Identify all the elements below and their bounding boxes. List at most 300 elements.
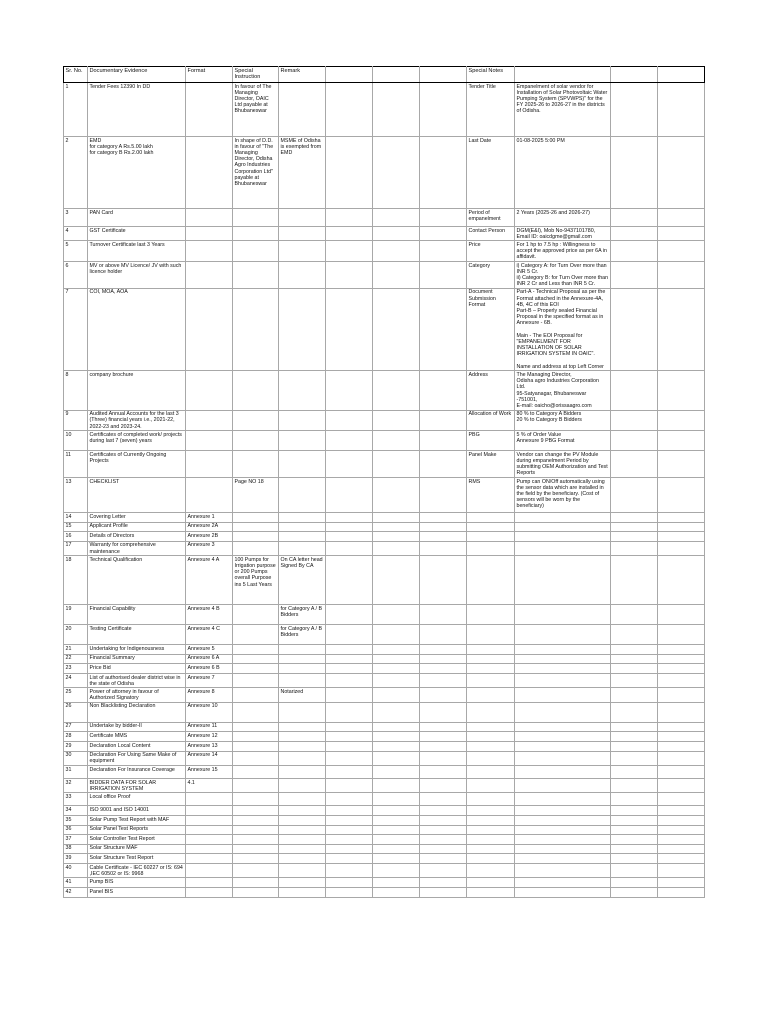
cell-blank[interactable] — [373, 806, 420, 816]
cell-remark[interactable] — [279, 835, 326, 845]
cell-special-instruction[interactable]: Page NO 18 — [233, 478, 279, 513]
cell-blank[interactable] — [420, 262, 467, 289]
cell-blank[interactable] — [611, 742, 658, 752]
cell-blank[interactable] — [658, 654, 705, 664]
cell-documentary-evidence[interactable]: Certificate MMS — [88, 732, 186, 742]
cell-format[interactable] — [186, 835, 233, 845]
cell-blank[interactable] — [611, 645, 658, 655]
cell-blank[interactable] — [611, 816, 658, 826]
cell-sr-no[interactable]: 7 — [64, 288, 88, 371]
cell-blank[interactable] — [373, 513, 420, 523]
cell-blank[interactable] — [373, 751, 420, 765]
cell-blank[interactable] — [611, 288, 658, 371]
cell-note-label[interactable]: Contact Person — [467, 227, 515, 241]
cell-note-label[interactable] — [467, 878, 515, 888]
cell-note-value[interactable] — [515, 825, 611, 835]
cell-note-label[interactable] — [467, 541, 515, 555]
cell-special-instruction[interactable] — [233, 522, 279, 532]
cell-remark[interactable] — [279, 241, 326, 262]
cell-blank[interactable] — [611, 779, 658, 793]
cell-note-value[interactable] — [515, 702, 611, 722]
cell-special-instruction[interactable] — [233, 688, 279, 702]
cell-sr-no[interactable]: 3 — [64, 209, 88, 227]
cell-blank[interactable] — [658, 793, 705, 806]
cell-blank[interactable] — [326, 664, 373, 674]
header-cell-blank[interactable] — [373, 67, 420, 83]
cell-sr-no[interactable]: 27 — [64, 722, 88, 732]
cell-remark[interactable] — [279, 451, 326, 478]
cell-note-label[interactable] — [467, 888, 515, 898]
cell-special-instruction[interactable] — [233, 431, 279, 451]
cell-special-instruction[interactable] — [233, 674, 279, 688]
cell-blank[interactable] — [658, 878, 705, 888]
cell-documentary-evidence[interactable]: Certificates of completed work/ projects during last 7 (seven) years — [88, 431, 186, 451]
cell-note-label[interactable] — [467, 605, 515, 625]
cell-blank[interactable] — [658, 732, 705, 742]
cell-blank[interactable] — [611, 688, 658, 702]
cell-note-label[interactable] — [467, 532, 515, 542]
cell-remark[interactable] — [279, 645, 326, 655]
cell-format[interactable]: Annexure 1 — [186, 513, 233, 523]
cell-blank[interactable] — [373, 605, 420, 625]
cell-sr-no[interactable]: 21 — [64, 645, 88, 655]
cell-format[interactable] — [186, 888, 233, 898]
cell-blank[interactable] — [326, 241, 373, 262]
cell-blank[interactable] — [373, 766, 420, 779]
cell-blank[interactable] — [420, 888, 467, 898]
cell-blank[interactable] — [420, 878, 467, 888]
cell-note-label[interactable] — [467, 654, 515, 664]
cell-blank[interactable] — [658, 674, 705, 688]
cell-blank[interactable] — [420, 137, 467, 209]
cell-blank[interactable] — [611, 556, 658, 605]
cell-format[interactable]: Annexure 8 — [186, 688, 233, 702]
cell-blank[interactable] — [658, 688, 705, 702]
cell-sr-no[interactable]: 31 — [64, 766, 88, 779]
cell-blank[interactable] — [373, 844, 420, 854]
cell-blank[interactable] — [326, 722, 373, 732]
cell-blank[interactable] — [373, 654, 420, 664]
cell-format[interactable] — [186, 371, 233, 410]
cell-note-value[interactable] — [515, 844, 611, 854]
cell-special-instruction[interactable] — [233, 864, 279, 878]
cell-special-instruction[interactable] — [233, 732, 279, 742]
cell-documentary-evidence[interactable]: GST Certificate — [88, 227, 186, 241]
cell-blank[interactable] — [373, 645, 420, 655]
cell-blank[interactable] — [658, 209, 705, 227]
cell-special-instruction[interactable]: In shape of D.D. in favour of "The Managing Director, Odisha Agro Industries Corporation Ltd" payable at Bhubaneswar — [233, 137, 279, 209]
cell-sr-no[interactable]: 36 — [64, 825, 88, 835]
cell-remark[interactable] — [279, 806, 326, 816]
cell-blank[interactable] — [420, 645, 467, 655]
cell-note-label[interactable] — [467, 645, 515, 655]
cell-special-instruction[interactable] — [233, 664, 279, 674]
cell-blank[interactable] — [658, 766, 705, 779]
cell-remark[interactable]: MSME of Odisha is exempted from EMD — [279, 137, 326, 209]
cell-blank[interactable] — [658, 532, 705, 542]
header-cell-note-value[interactable] — [515, 67, 611, 83]
header-cell-format[interactable]: Format — [186, 67, 233, 83]
cell-sr-no[interactable]: 18 — [64, 556, 88, 605]
cell-note-value[interactable] — [515, 835, 611, 845]
cell-note-label[interactable] — [467, 625, 515, 645]
cell-blank[interactable] — [326, 645, 373, 655]
cell-format[interactable]: Annexure 4 A — [186, 556, 233, 605]
cell-note-label[interactable] — [467, 688, 515, 702]
cell-format[interactable]: Annexure 4 B — [186, 605, 233, 625]
cell-blank[interactable] — [611, 664, 658, 674]
cell-blank[interactable] — [326, 702, 373, 722]
cell-blank[interactable] — [420, 522, 467, 532]
cell-remark[interactable] — [279, 779, 326, 793]
cell-sr-no[interactable]: 10 — [64, 431, 88, 451]
cell-blank[interactable] — [373, 227, 420, 241]
cell-note-value[interactable] — [515, 522, 611, 532]
cell-blank[interactable] — [420, 451, 467, 478]
cell-blank[interactable] — [611, 878, 658, 888]
cell-blank[interactable] — [373, 241, 420, 262]
cell-blank[interactable] — [611, 241, 658, 262]
cell-blank[interactable] — [658, 844, 705, 854]
cell-blank[interactable] — [373, 854, 420, 864]
cell-note-value[interactable] — [515, 816, 611, 826]
cell-note-label[interactable]: Period of empanelment — [467, 209, 515, 227]
cell-remark[interactable] — [279, 816, 326, 826]
cell-blank[interactable] — [420, 371, 467, 410]
cell-blank[interactable] — [611, 854, 658, 864]
cell-sr-no[interactable]: 20 — [64, 625, 88, 645]
cell-format[interactable] — [186, 451, 233, 478]
cell-format[interactable]: Annexure 11 — [186, 722, 233, 732]
cell-note-label[interactable] — [467, 806, 515, 816]
cell-blank[interactable] — [420, 722, 467, 732]
cell-documentary-evidence[interactable]: List of authorised dealer district wise in the state of Odisha — [88, 674, 186, 688]
cell-remark[interactable] — [279, 654, 326, 664]
cell-sr-no[interactable]: 6 — [64, 262, 88, 289]
cell-special-instruction[interactable] — [233, 825, 279, 835]
cell-note-label[interactable] — [467, 793, 515, 806]
cell-blank[interactable] — [373, 664, 420, 674]
cell-blank[interactable] — [611, 751, 658, 765]
cell-blank[interactable] — [658, 664, 705, 674]
cell-blank[interactable] — [611, 532, 658, 542]
cell-sr-no[interactable]: 35 — [64, 816, 88, 826]
cell-sr-no[interactable]: 22 — [64, 654, 88, 664]
cell-documentary-evidence[interactable]: Financial Capability — [88, 605, 186, 625]
cell-remark[interactable] — [279, 532, 326, 542]
cell-documentary-evidence[interactable]: Solar Structure Test Report — [88, 854, 186, 864]
cell-blank[interactable] — [611, 513, 658, 523]
cell-blank[interactable] — [373, 556, 420, 605]
cell-documentary-evidence[interactable]: Non Blacklisting Declaration — [88, 702, 186, 722]
cell-note-value[interactable]: Part-A - Technical Proposal as per the Format attached in the Annexure-4A, 4B, 4C of this EOI Part-B – Properly sealed Financial Proposal in the specified format as in Annexure - 6B. Main - The EOI Proposal for "EMPANELMENT FOR INSTALLATION OF SOLAR IRRIGATION SYSTEM IN OAIC". Name and address at top Left Corner — [515, 288, 611, 371]
cell-blank[interactable] — [373, 779, 420, 793]
cell-special-instruction[interactable] — [233, 793, 279, 806]
header-cell-special-instruction[interactable]: Special Instruction — [233, 67, 279, 83]
cell-blank[interactable] — [658, 431, 705, 451]
cell-blank[interactable] — [611, 793, 658, 806]
cell-blank[interactable] — [658, 779, 705, 793]
cell-blank[interactable] — [326, 431, 373, 451]
cell-special-instruction[interactable] — [233, 835, 279, 845]
cell-blank[interactable] — [373, 835, 420, 845]
cell-format[interactable]: 4.1 — [186, 779, 233, 793]
cell-note-value[interactable] — [515, 605, 611, 625]
cell-blank[interactable] — [373, 137, 420, 209]
cell-format[interactable]: Annexure 14 — [186, 751, 233, 765]
cell-blank[interactable] — [658, 227, 705, 241]
cell-sr-no[interactable]: 8 — [64, 371, 88, 410]
cell-sr-no[interactable]: 1 — [64, 83, 88, 137]
cell-note-label[interactable] — [467, 825, 515, 835]
cell-remark[interactable] — [279, 513, 326, 523]
cell-special-instruction[interactable] — [233, 742, 279, 752]
cell-note-value[interactable] — [515, 854, 611, 864]
cell-documentary-evidence[interactable]: Local office Proof — [88, 793, 186, 806]
cell-format[interactable]: Annexure 10 — [186, 702, 233, 722]
cell-sr-no[interactable]: 42 — [64, 888, 88, 898]
cell-note-value[interactable] — [515, 878, 611, 888]
cell-blank[interactable] — [326, 522, 373, 532]
cell-remark[interactable] — [279, 83, 326, 137]
cell-blank[interactable] — [420, 605, 467, 625]
cell-special-instruction[interactable] — [233, 625, 279, 645]
cell-blank[interactable] — [326, 878, 373, 888]
cell-documentary-evidence[interactable]: Declaration Local Content — [88, 742, 186, 752]
cell-note-value[interactable] — [515, 654, 611, 664]
cell-note-value[interactable]: For 1 hp to 7.5 hp : Willingness to accept the approved price as per 6A in affidavit. — [515, 241, 611, 262]
cell-blank[interactable] — [658, 83, 705, 137]
cell-remark[interactable] — [279, 674, 326, 688]
cell-blank[interactable] — [326, 825, 373, 835]
cell-blank[interactable] — [611, 410, 658, 431]
header-cell-sr-no[interactable]: Sr. No. — [64, 67, 88, 83]
cell-special-instruction[interactable] — [233, 532, 279, 542]
cell-sr-no[interactable]: 5 — [64, 241, 88, 262]
cell-remark[interactable] — [279, 288, 326, 371]
header-cell-documentary-evidence[interactable]: Documentary Evidence — [88, 67, 186, 83]
cell-blank[interactable] — [658, 742, 705, 752]
cell-special-instruction[interactable] — [233, 410, 279, 431]
cell-blank[interactable] — [326, 732, 373, 742]
cell-special-instruction[interactable] — [233, 779, 279, 793]
cell-format[interactable] — [186, 478, 233, 513]
cell-format[interactable] — [186, 209, 233, 227]
cell-format[interactable] — [186, 83, 233, 137]
cell-blank[interactable] — [326, 227, 373, 241]
cell-documentary-evidence[interactable]: Power of attorney in favour of Authorized Signatory — [88, 688, 186, 702]
cell-note-label[interactable]: PBG — [467, 431, 515, 451]
cell-remark[interactable] — [279, 227, 326, 241]
cell-format[interactable]: Annexure 5 — [186, 645, 233, 655]
cell-remark[interactable] — [279, 722, 326, 732]
cell-remark[interactable] — [279, 864, 326, 878]
cell-blank[interactable] — [420, 806, 467, 816]
cell-note-value[interactable]: Empanelment of solar vendor for Installation of Solar Photovoltaic Water Pumping System (SPVWPS)" for the FY 2025-26 to 2026-27 in the districts of Odisha. — [515, 83, 611, 137]
cell-special-instruction[interactable] — [233, 878, 279, 888]
cell-note-value[interactable]: 80 % to Category A Bidders 20 % to Category B Bidders — [515, 410, 611, 431]
cell-note-value[interactable] — [515, 779, 611, 793]
cell-blank[interactable] — [326, 556, 373, 605]
cell-remark[interactable] — [279, 478, 326, 513]
cell-format[interactable]: Annexure 4 C — [186, 625, 233, 645]
cell-note-label[interactable] — [467, 702, 515, 722]
cell-note-label[interactable]: Allocation of Work — [467, 410, 515, 431]
cell-blank[interactable] — [658, 864, 705, 878]
cell-blank[interactable] — [658, 556, 705, 605]
cell-note-value[interactable]: Pump can ON/Off automatically using the sensor data which are installed in the field by the beneficiary. (Cost of sensors will be worn by the beneficiary) — [515, 478, 611, 513]
cell-note-label[interactable]: RMS — [467, 478, 515, 513]
cell-special-instruction[interactable] — [233, 654, 279, 664]
cell-special-instruction[interactable] — [233, 844, 279, 854]
cell-format[interactable] — [186, 806, 233, 816]
cell-remark[interactable] — [279, 664, 326, 674]
cell-sr-no[interactable]: 25 — [64, 688, 88, 702]
cell-note-value[interactable] — [515, 556, 611, 605]
cell-blank[interactable] — [420, 625, 467, 645]
cell-blank[interactable] — [611, 844, 658, 854]
cell-documentary-evidence[interactable]: CHECKLIST — [88, 478, 186, 513]
cell-note-value[interactable] — [515, 532, 611, 542]
cell-special-instruction[interactable] — [233, 702, 279, 722]
cell-special-instruction[interactable] — [233, 209, 279, 227]
cell-blank[interactable] — [373, 688, 420, 702]
cell-blank[interactable] — [658, 835, 705, 845]
cell-special-instruction[interactable] — [233, 371, 279, 410]
cell-note-label[interactable] — [467, 766, 515, 779]
cell-format[interactable] — [186, 227, 233, 241]
cell-format[interactable] — [186, 410, 233, 431]
cell-remark[interactable] — [279, 541, 326, 555]
cell-blank[interactable] — [420, 751, 467, 765]
cell-blank[interactable] — [373, 262, 420, 289]
cell-special-instruction[interactable] — [233, 888, 279, 898]
cell-format[interactable] — [186, 864, 233, 878]
cell-sr-no[interactable]: 13 — [64, 478, 88, 513]
cell-documentary-evidence[interactable]: Turnover Certificate last 3 Years — [88, 241, 186, 262]
cell-blank[interactable] — [420, 688, 467, 702]
cell-special-instruction[interactable] — [233, 816, 279, 826]
cell-documentary-evidence[interactable]: Tender Fees 12390 In DD — [88, 83, 186, 137]
cell-blank[interactable] — [373, 625, 420, 645]
cell-documentary-evidence[interactable]: Cable Certificate - IEC 60227 or IS: 694 ,IEC 60502 or IS: 9968 — [88, 864, 186, 878]
cell-blank[interactable] — [420, 674, 467, 688]
cell-special-instruction[interactable] — [233, 751, 279, 765]
cell-sr-no[interactable]: 24 — [64, 674, 88, 688]
cell-blank[interactable] — [611, 451, 658, 478]
cell-special-instruction[interactable] — [233, 541, 279, 555]
cell-note-label[interactable]: Category — [467, 262, 515, 289]
cell-note-value[interactable] — [515, 664, 611, 674]
cell-blank[interactable] — [326, 854, 373, 864]
cell-blank[interactable] — [420, 825, 467, 835]
cell-note-label[interactable] — [467, 664, 515, 674]
cell-documentary-evidence[interactable]: company brochure — [88, 371, 186, 410]
cell-documentary-evidence[interactable]: Solar Panel Test Reports — [88, 825, 186, 835]
cell-documentary-evidence[interactable]: Financial Summary — [88, 654, 186, 664]
cell-blank[interactable] — [326, 262, 373, 289]
cell-blank[interactable] — [373, 478, 420, 513]
cell-remark[interactable] — [279, 522, 326, 532]
cell-blank[interactable] — [611, 702, 658, 722]
cell-blank[interactable] — [611, 262, 658, 289]
cell-blank[interactable] — [658, 854, 705, 864]
cell-blank[interactable] — [420, 83, 467, 137]
cell-documentary-evidence[interactable]: Price Bid — [88, 664, 186, 674]
cell-blank[interactable] — [420, 854, 467, 864]
cell-sr-no[interactable]: 28 — [64, 732, 88, 742]
cell-special-instruction[interactable] — [233, 766, 279, 779]
cell-documentary-evidence[interactable]: Solar Controller Test Report — [88, 835, 186, 845]
cell-remark[interactable] — [279, 793, 326, 806]
cell-note-value[interactable] — [515, 742, 611, 752]
cell-blank[interactable] — [611, 431, 658, 451]
cell-blank[interactable] — [611, 825, 658, 835]
cell-blank[interactable] — [373, 522, 420, 532]
cell-blank[interactable] — [420, 288, 467, 371]
cell-format[interactable]: Annexure 7 — [186, 674, 233, 688]
cell-blank[interactable] — [326, 605, 373, 625]
cell-remark[interactable] — [279, 702, 326, 722]
cell-blank[interactable] — [611, 605, 658, 625]
cell-remark[interactable]: for Category A / B Bidders — [279, 625, 326, 645]
cell-format[interactable] — [186, 844, 233, 854]
cell-blank[interactable] — [373, 816, 420, 826]
cell-sr-no[interactable]: 14 — [64, 513, 88, 523]
cell-documentary-evidence[interactable]: BIDDER DATA FOR SOLAR IRRIGATION SYSTEM — [88, 779, 186, 793]
cell-blank[interactable] — [373, 722, 420, 732]
cell-sr-no[interactable]: 26 — [64, 702, 88, 722]
cell-blank[interactable] — [658, 625, 705, 645]
cell-remark[interactable] — [279, 766, 326, 779]
cell-note-label[interactable]: Price — [467, 241, 515, 262]
cell-remark[interactable] — [279, 751, 326, 765]
cell-note-label[interactable] — [467, 751, 515, 765]
cell-remark[interactable] — [279, 825, 326, 835]
header-cell-blank[interactable] — [658, 67, 705, 83]
cell-remark[interactable]: Notarized — [279, 688, 326, 702]
cell-note-value[interactable]: 2 Years (2025-26 and 2026-27) — [515, 209, 611, 227]
cell-note-label[interactable]: Panel Make — [467, 451, 515, 478]
cell-blank[interactable] — [658, 816, 705, 826]
cell-blank[interactable] — [420, 742, 467, 752]
cell-remark[interactable] — [279, 431, 326, 451]
cell-format[interactable] — [186, 854, 233, 864]
cell-note-value[interactable] — [515, 751, 611, 765]
cell-documentary-evidence[interactable]: EMD for category A Rs.5.00 lakh for category B Rs.2.00 lakh — [88, 137, 186, 209]
cell-note-label[interactable]: Address — [467, 371, 515, 410]
cell-remark[interactable] — [279, 209, 326, 227]
cell-special-instruction[interactable] — [233, 645, 279, 655]
cell-documentary-evidence[interactable]: Declaration For Using Same Make of equipment — [88, 751, 186, 765]
cell-blank[interactable] — [658, 241, 705, 262]
cell-documentary-evidence[interactable]: Undertake by bidder-II — [88, 722, 186, 732]
cell-blank[interactable] — [611, 888, 658, 898]
cell-blank[interactable] — [611, 806, 658, 816]
cell-format[interactable]: Annexure 6 A — [186, 654, 233, 664]
cell-blank[interactable] — [326, 137, 373, 209]
cell-documentary-evidence[interactable]: Panel BIS — [88, 888, 186, 898]
cell-note-label[interactable] — [467, 742, 515, 752]
cell-blank[interactable] — [373, 864, 420, 878]
cell-blank[interactable] — [326, 451, 373, 478]
header-cell-note-label[interactable]: Special Notes — [467, 67, 515, 83]
cell-blank[interactable] — [658, 478, 705, 513]
cell-blank[interactable] — [611, 864, 658, 878]
cell-note-label[interactable] — [467, 522, 515, 532]
cell-note-value[interactable] — [515, 888, 611, 898]
cell-blank[interactable] — [611, 722, 658, 732]
